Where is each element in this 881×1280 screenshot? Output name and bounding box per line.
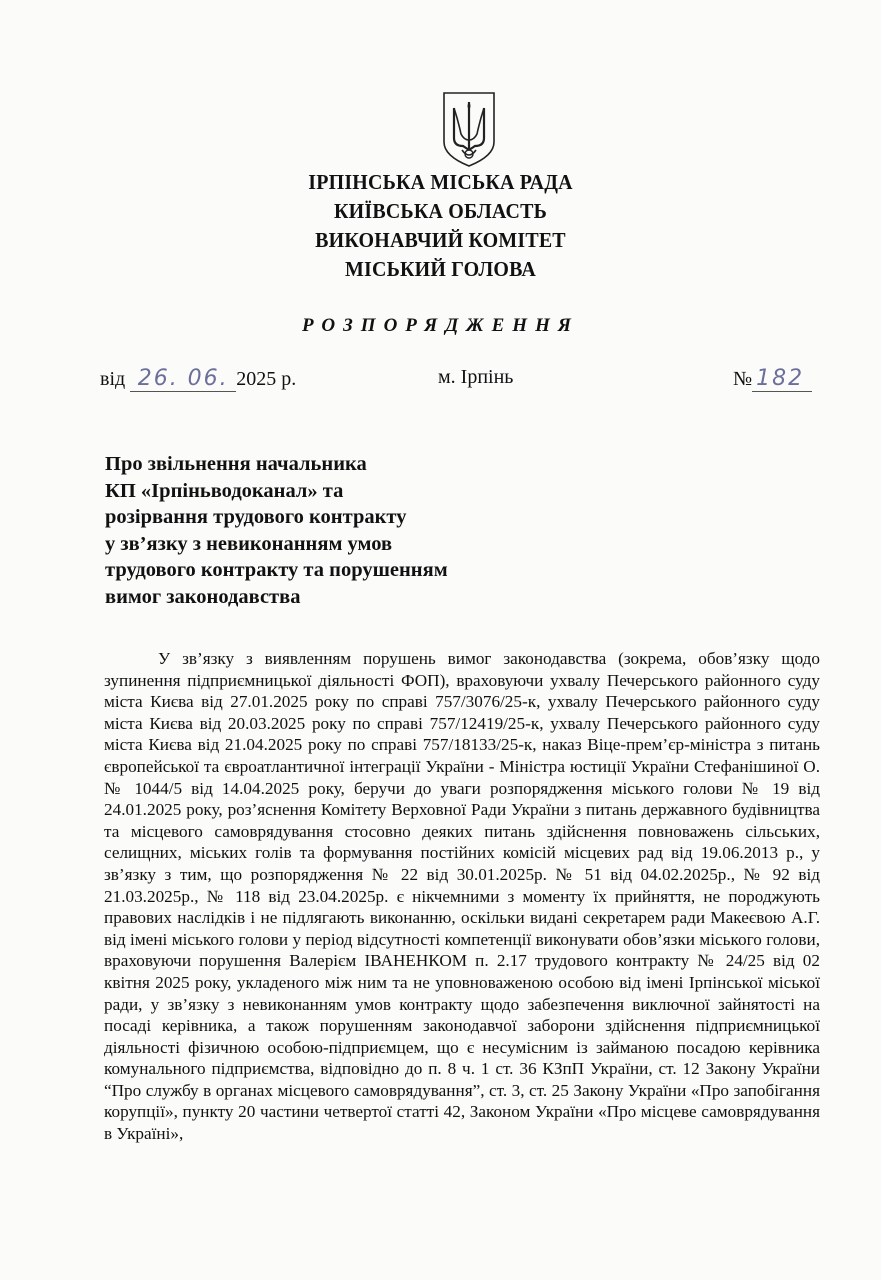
document-city: м. Ірпінь <box>438 366 514 388</box>
document-subject <box>105 451 545 610</box>
header-line-committee: ВИКОНАВЧИЙ КОМІТЕТ <box>315 228 566 252</box>
subject-line: у зв’язку з невиконанням умов <box>105 532 393 555</box>
subject-line: вимог законодавства <box>105 585 301 608</box>
subject-line: розірвання трудового контракту <box>105 506 407 528</box>
document-meta-row <box>0 366 881 406</box>
document-number <box>733 366 812 392</box>
header-line-council: ІРПІНСЬКА МІСЬКА РАДА <box>308 170 573 194</box>
handwritten-date-field: 26. 06. <box>130 366 236 392</box>
subject-line: КП «Ірпіньводоканал» та <box>105 479 344 502</box>
header-line-oblast: КИЇВСЬКА ОБЛАСТЬ <box>334 199 547 223</box>
subject-line: Про звільнення начальника <box>105 453 367 475</box>
preamble-paragraph: У зв’язку з виявленням порушень вимог законодавства (зокрема, обов’язку щодо зупинення підприємницької діяльності ФОП), враховуючи ухвалу Печерського районного суду міста Києва від 27.01.2025 року по справі 757/3076/25-к, ухвалу Печерського районного суду міста Києва від 20.03.2025 року по справі 757/12419/25-к, ухвалу Печерського районного суду міста Києва від 21.04.2025 року по справі 757/18133/25-к, наказ Віце-прем’єр-міністра з питань європейської та євроатлантичної інтеграції України - Міністра юстиції України Стефанішиної О. № 1044/5 від 14.04.2025 року, беручи до уваги розпорядження міського голови № 19 від 24.01.2025 року, роз’яснення Комітету Верховної Ради України з питань державного будівництва та місцевого самоврядування стосовно деяких питань здійснення повноважень сільських, селищних, міських голів та формування постійних комісій місцевих рад від 19.06.2013 р., у зв’язку з тим, що розпорядження № 22 від 30.01.2025р. № 51 від 04.02.2025р., № 92 від 21.03.2025р., № 118 від 23.04.2025р. є нікчемними з моменту їх прийняття, не породжують правових наслідків і не підлягають виконанню, оскільки видані секретарем ради Макеєвою А.Г. від імені міського голови у період відсутності компетенції виконувати обов’язки міського голови, враховуючи порушення Валерієм ІВАНЕНКОМ п. 2.17 трудового контракту № 24/25 від 02 квітня 2025 року, укладеного між ним та не уповноваженою особою від імені Ірпінської міської ради, у зв’язку з невиконанням умов контракту щодо забезпечення виключної зайнятості на посаді керівника, а також порушенням законодавчої заборони здійснення підприємницької діяльності фізичною особою-підприємцем, що є несумісним із займаною посадою керівника комунального підприємства, відповідно до п. 8 ч. 1 ст. 36 КЗпП України, ст. 12 Закону України “Про службу в органах місцевого самоврядування”, ст. 3, ст. 25 Закону України «Про запобігання корупції», пункту 20 частини четвертої статті 42, Законом України «Про місцеве самоврядування в Україні», <box>104 649 820 1144</box>
coat-of-arms-icon <box>441 90 497 168</box>
handwritten-number-field: 182 <box>752 366 812 392</box>
issuer-header <box>0 168 881 284</box>
document-date <box>100 366 296 392</box>
number-sign: № <box>733 368 753 390</box>
date-prefix: від <box>100 368 126 390</box>
date-year: 2025 р. <box>236 368 297 390</box>
header-line-mayor: МІСЬКИЙ ГОЛОВА <box>345 257 536 281</box>
document-type-title: РОЗПОРЯДЖЕННЯ <box>302 315 579 336</box>
subject-line: трудового контракту та порушенням <box>105 559 448 581</box>
